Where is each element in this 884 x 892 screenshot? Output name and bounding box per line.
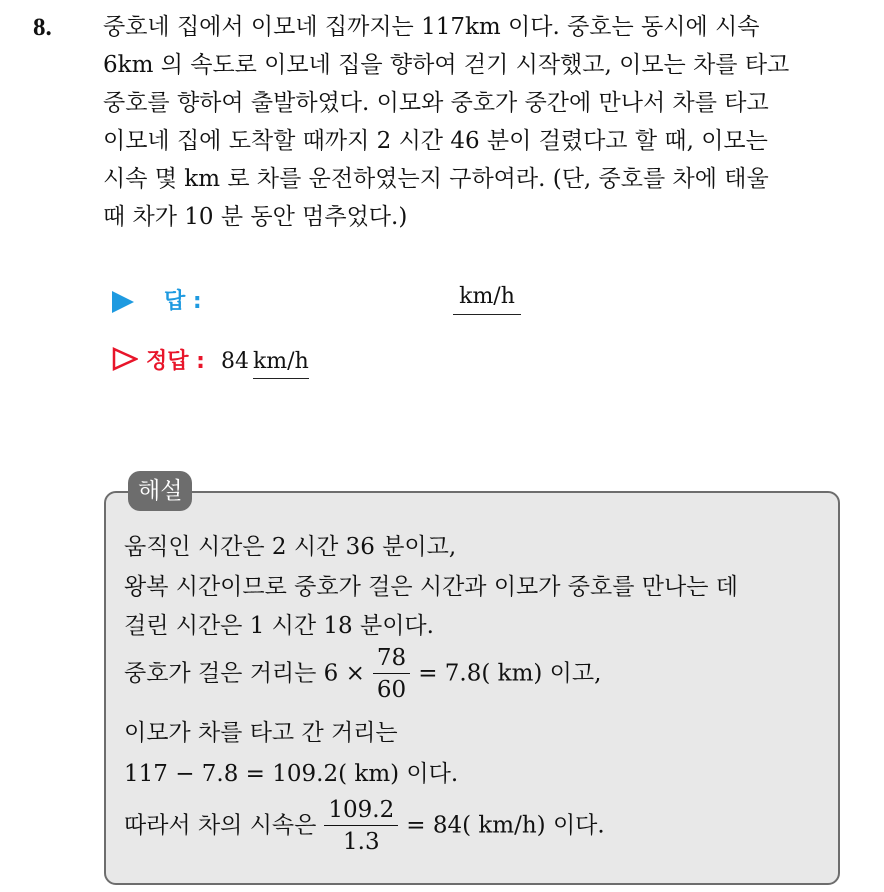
- correct-unit: km/h: [253, 349, 309, 379]
- solution-line: 움직인 시간은 2 시간 36 분이고,: [124, 534, 457, 560]
- outline-triangle-icon: [112, 347, 138, 377]
- answer-blank[interactable]: km/h: [453, 284, 521, 315]
- fraction-numerator: 78: [373, 645, 410, 674]
- fraction-denominator: 60: [376, 677, 407, 703]
- question-line: 이모네 집에 도착할 때까지 2 시간 46 분이 걸렸다고 할 때, 이모는: [103, 128, 768, 154]
- solution-speed-formula: [124, 797, 605, 856]
- answer-label: 답 :: [164, 289, 202, 314]
- correct-label: 정답 :: [146, 349, 205, 374]
- correct-answer-row: [112, 344, 309, 377]
- solution-text: 중호가 걸은 거리는 6 ×: [124, 660, 365, 687]
- solution-text: 따라서 차의 시속은: [124, 812, 317, 839]
- question-line: 6km 의 속도로 이모네 집을 향하여 걷기 시작했고, 이모는 차를 타고: [103, 52, 790, 78]
- fraction: [373, 645, 410, 704]
- question-line: 중호를 향하여 출발하였다. 이모와 중호가 중간에 만나서 차를 타고: [103, 90, 769, 116]
- fraction-denominator: 1.3: [343, 829, 380, 855]
- solution-line: 이모가 차를 타고 간 거리는: [124, 720, 398, 746]
- solution-line: 117 − 7.8 = 109.2( km) 이다.: [124, 761, 459, 787]
- question-line: 때 차가 10 분 동안 멈추었다.): [103, 204, 408, 230]
- solution-text: = 7.8( km) 이고,: [418, 660, 602, 687]
- fraction-numerator: 109.2: [324, 797, 398, 826]
- question-text: [103, 8, 873, 236]
- question-line: 시속 몇 km 로 차를 운전하였는지 구하여라. (단, 중호를 차에 태울: [103, 166, 769, 192]
- question-number: 8.: [33, 14, 52, 41]
- solution-line: 걸린 시간은 1 시간 18 분이다.: [124, 613, 434, 639]
- answer-row: [112, 284, 202, 315]
- play-triangle-icon: [112, 291, 134, 313]
- question-line: 중호네 집에서 이모네 집까지는 117km 이다. 중호는 동시에 시속: [103, 14, 760, 40]
- solution-distance-formula: [124, 645, 601, 704]
- correct-value: 84: [220, 349, 249, 374]
- solution-text: = 84( km/h) 이다.: [406, 812, 605, 839]
- solution-tag: 해설: [128, 471, 192, 511]
- fraction: [324, 797, 398, 856]
- solution-line: 왕복 시간이므로 중호가 걸은 시간과 이모가 중호를 만나는 데: [124, 574, 738, 600]
